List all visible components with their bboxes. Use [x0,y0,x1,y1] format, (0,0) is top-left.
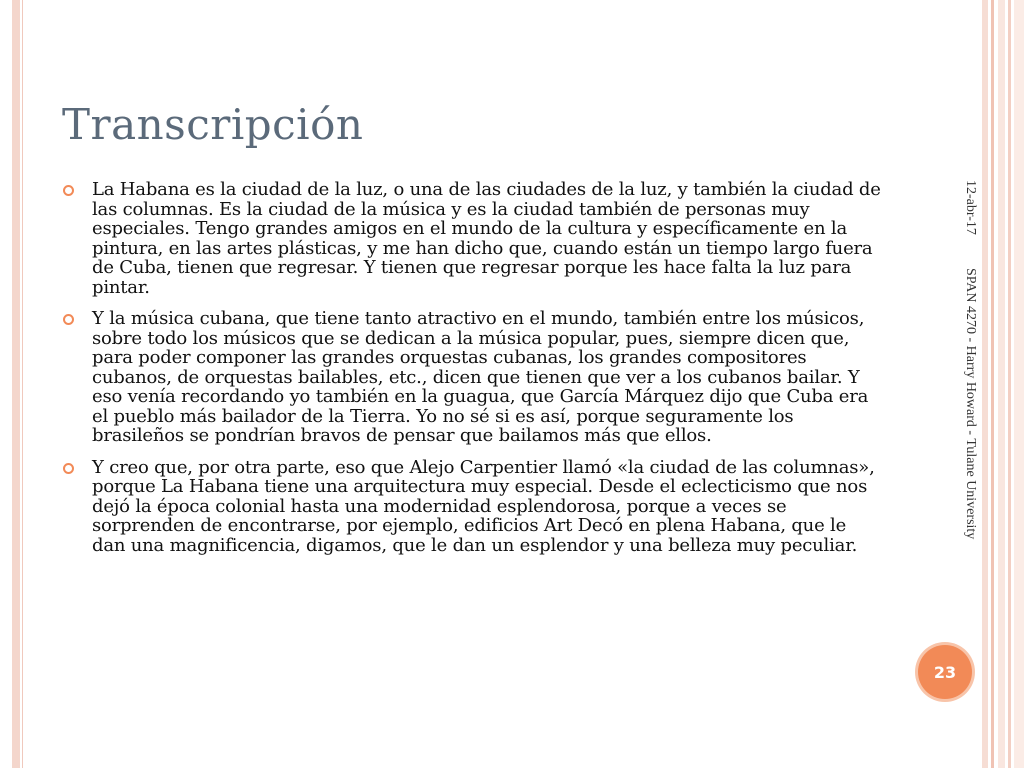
left-border-line [22,0,23,768]
right-stripe-decoration [1008,0,1011,768]
bullet-item [62,180,882,297]
bullet-circle-icon [63,185,74,196]
left-border-decoration [12,0,20,768]
bullet-circle-icon [63,314,74,325]
bullet-item [62,309,882,446]
right-stripe-decoration [1014,0,1024,768]
right-stripe-decoration [982,0,988,768]
bullet-list [62,180,882,567]
bullet-item [62,458,882,556]
right-stripe-decoration [998,0,1005,768]
bullet-circle-icon [63,463,74,474]
page-number-badge [918,645,972,699]
right-stripe-decoration [991,0,994,768]
bullet-text: La Habana es la ciudad de la luz, o una de las ciudades de la luz, y también la ciudad de las columnas. Es la ciudad de la música y es la ciudad también de personas muy especiales. Tengo grandes amigos en el mundo de la cultura y específicamente en la pintura, en las artes plásticas, y me han dicho que, cuando están un tiempo largo fuera de Cuba, tienen que regresar. Y tienen que regresar porque les hace falta la luz para pintar. [92,179,881,298]
bullet-text: Y la música cubana, que tiene tanto atractivo en el mundo, también entre los músicos, sobre todo los músicos que se dedican a la música popular, pues, siempre dicen que, para poder componer las grandes orquestas cubanas, los grandes compositores cubanos, de orquestas bailables, etc., dicen que tienen que ver a los cubanos bailar. Y eso venía recordando yo también en la guagua, que García Márquez dijo que Cuba era el pueblo más bailador de la Tierra. Yo no sé si es así, porque seguramente los brasileños se pondrían bravos de pensar que bailamos más que ellos. [92,308,869,446]
slide-footer: SPAN 4270 - Harry Howard - Tulane University [963,268,978,540]
bullet-text: Y creo que, por otra parte, eso que Alejo Carpentier llamó «la ciudad de las columnas», porque La Habana tiene una arquitectura muy especial. Desde el eclecticismo que nos dejó la época colonial hasta una modernidad esplendorosa, porque a veces se sorprenden de encontrarse, por ejemplo, edificios Art Decó en plena Habana, que le dan una magnificencia, digamos, que le dan un esplendor y una belleza muy peculiar. [92,456,875,556]
slide-title: Transcripción [62,100,364,149]
page-number: 23 [933,662,957,682]
slide-date: 12-abr-17 [963,180,978,235]
